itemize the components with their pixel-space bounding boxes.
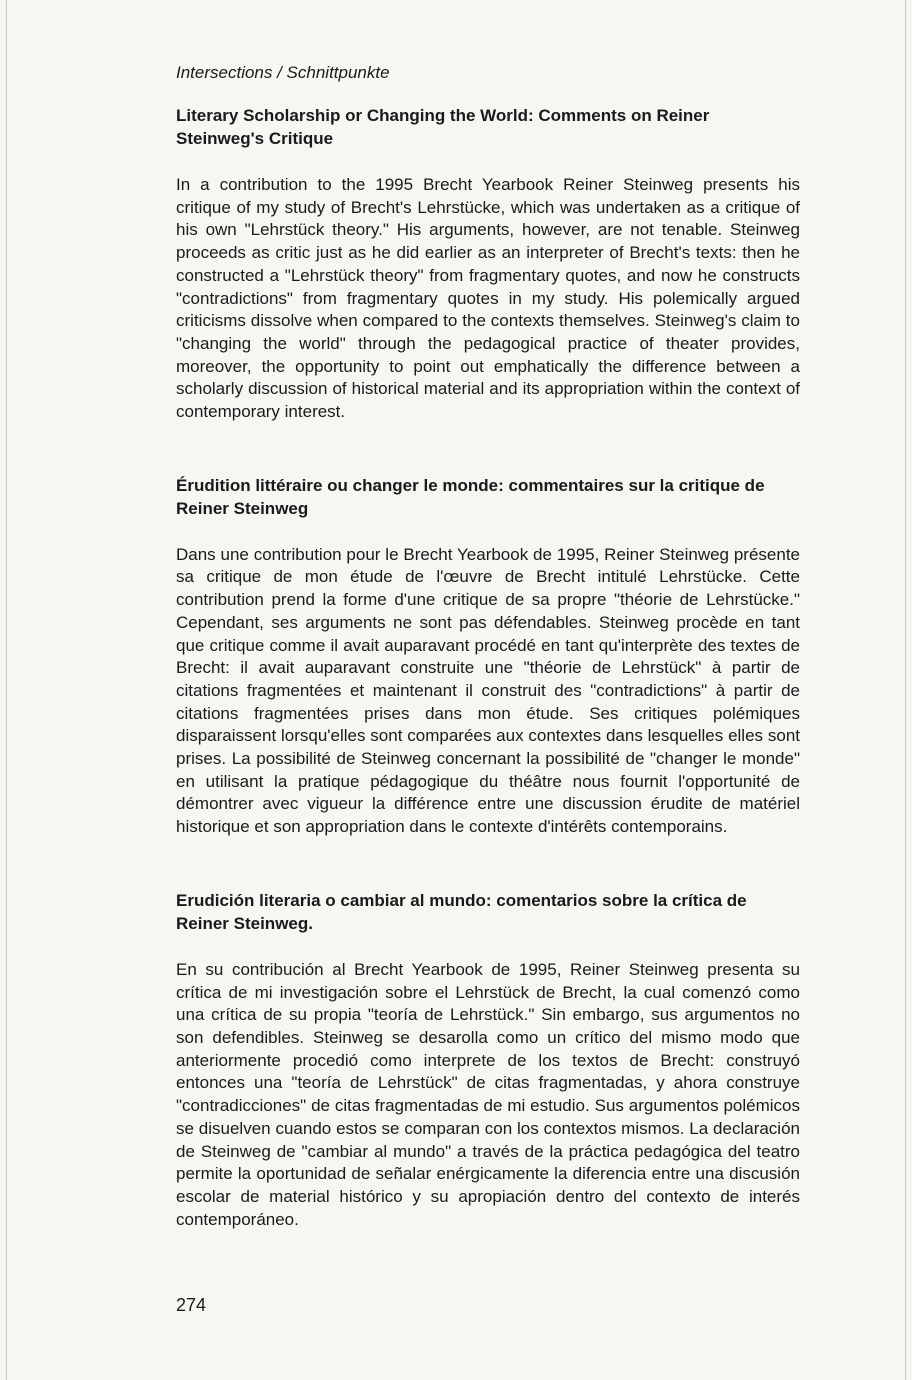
abstract-title-english: Literary Scholarship or Changing the World: Comments on Reiner Steinweg's Critique (176, 106, 710, 148)
abstract-body-spanish: En su contribución al Brecht Yearbook de 1995, Reiner Steinweg presenta su crítica de mi investigación sobre el Lehrstück de Brecht, la cual comenzó como una crítica de su propia "teoría de Lehrstück." Sin embargo, sus argumentos no son defendibles. Steinweg se desarolla como un crítico del mismo modo que anteriormente procedió como interprete de los textos de Brecht: construyó entonces una "teoría de Lehrstück" de citas fragmentadas, y ahora construye "contradicciones" de citas fragmentadas de mi estudio. Sus argumentos polémicos se disuelven cuando estos se comparan con los contextos mismos. La declaración de Steinweg de "cambiar al mundo" a través de la práctica pedagógica del teatro permite la oportunidad de señalar enérgicamente la diferencia entre una discusión escolar de material histórico y su apropiación dentro del contexto de interés contemporáneo. (176, 959, 800, 1229)
running-head: Intersections / Schnittpunkte (176, 63, 390, 82)
page-number: 274 (176, 1295, 207, 1315)
page-edge-left (6, 0, 7, 1380)
abstract-body-french: Dans une contribution pour le Brecht Yearbook de 1995, Reiner Steinweg présente sa critique de mon étude de l'œuvre de Brecht intitulé Lehrstücke. Cette contribution prend la forme d'une critique de sa propre "théorie de Lehrstücke." Cependant, ses arguments ne sont pas défendables. Steinweg procède en tant que critique comme il avait auparavant procédé en tant qu'interprète des textes de Brecht: il avait auparavant construite une "théorie de Lehrstück" à partir de citations fragmentées et maintenant il construit des "contradictions" à partir de citations fragmentées prises dans mon étude. Ses critiques polémiques disparaissent lorsqu'elles sont comparées aux contextes dans lesquelles elles sont prises. La possibilité de Steinweg concernant la possibilité de "changer le monde" en utilisant la pratique pédagogique du théâtre nous fournit l'opportunité de démontrer avec vigueur la différence entre une discussion érudite de matériel historique et son appropriation dans le contexte d'intérêts contemporains. (176, 544, 800, 837)
abstract-english (176, 104, 800, 424)
abstract-title-spanish: Erudición literaria o cambiar al mundo: comentarios sobre la crítica de Reiner Steinweg. (176, 890, 747, 933)
abstract-title-french: Érudition littéraire ou changer le monde: commentaires sur la critique de Reiner Steinweg (176, 475, 765, 518)
page-content (176, 62, 800, 1231)
abstract-body-english: In a contribution to the 1995 Brecht Yearbook Reiner Steinweg presents his critique of my study of Brecht's Lehrstücke, which was undertaken as a critique of his own "Lehrstück theory." His arguments, however, are not tenable. Steinweg proceeds as critic just as he did earlier as an interpreter of Brecht's texts: then he constructed a "Lehrstück theory" from fragmentary quotes, and now he constructs "contradictions" from fragmentary quotes in my study. His polemically argued criticisms dissolve when compared to the contexts themselves. Steinweg's claim to "changing the world" through the pedagogical practice of theater provides, moreover, the opportunity to point out emphatically the difference between a scholarly discussion of historical material and its appropriation within the context of contemporary interest. (176, 175, 800, 422)
abstract-spanish (176, 889, 800, 1231)
abstract-french (176, 474, 800, 839)
page-edge-right (905, 0, 906, 1380)
